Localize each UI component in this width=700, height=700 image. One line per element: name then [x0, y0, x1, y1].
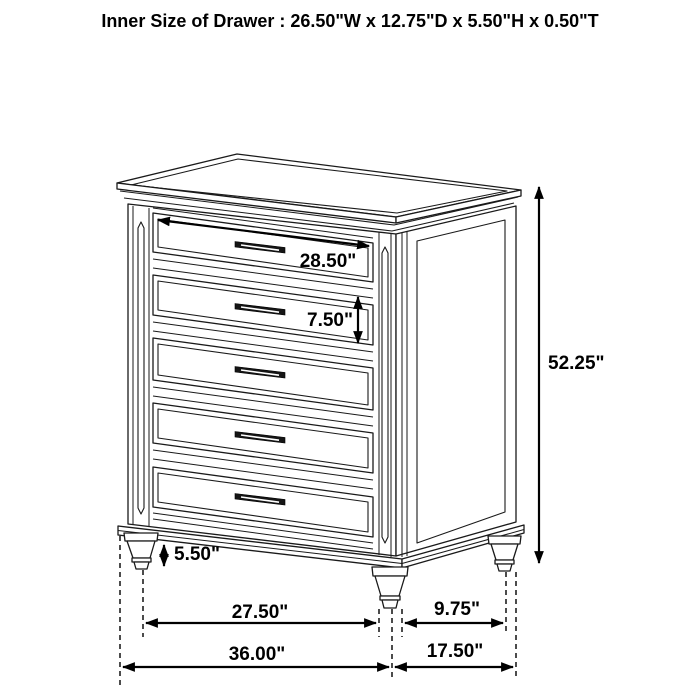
chest-side-face [396, 206, 516, 556]
drawer-height-label: 7.50" [307, 310, 353, 331]
front-left-foot [124, 533, 158, 569]
side-feet-span-label: 9.75" [434, 599, 480, 620]
drawer-width-label: 28.50" [299, 251, 357, 272]
back-right-foot [488, 536, 521, 571]
front-feet-span-label: 27.50" [231, 602, 289, 623]
diagram-title: Inner Size of Drawer : 26.50"W x 12.75"D x 5.50"H x 0.50"T [101, 11, 599, 31]
overall-height-label: 52.25" [548, 353, 605, 374]
overall-width-label: 36.00" [228, 644, 286, 665]
overall-depth-label: 17.50" [426, 641, 484, 662]
foot-height-label: 5.50" [174, 544, 220, 565]
front-right-foot [372, 567, 408, 608]
